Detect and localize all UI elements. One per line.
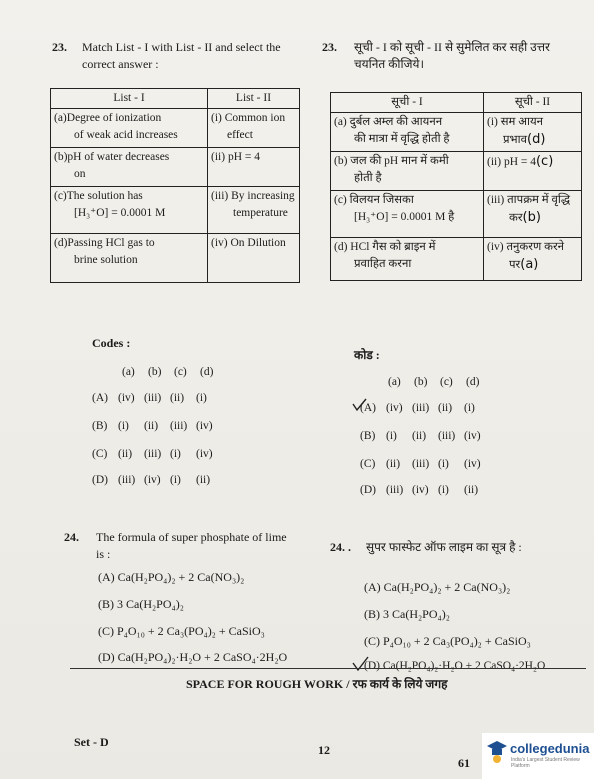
watermark-logo — [482, 733, 594, 779]
code-col: (a) — [388, 376, 401, 388]
row-index: (d) — [334, 241, 348, 253]
code-option-c[interactable] — [92, 448, 222, 460]
code-cell: (iv) — [144, 474, 161, 486]
code-label: (C) — [360, 458, 376, 470]
row-index: (c) — [54, 190, 67, 202]
code-cell: (ii) — [196, 474, 211, 486]
handwritten-answer: (b) — [522, 210, 541, 225]
table-row — [331, 152, 582, 191]
list1-text: दुर्बल अम्ल की आयनन — [349, 116, 443, 128]
code-cell: (iii) — [170, 420, 188, 432]
code-cell: (iii) — [144, 448, 162, 460]
page-number-secondary: 61 — [458, 756, 470, 770]
code-label: (B) — [360, 430, 376, 442]
q24-hi-number: 24. . — [330, 540, 351, 554]
q24-en-option-c[interactable]: (C) P₄O₁₀ + 2 Ca₃(PO₄)₂ + CaSiO₃ — [98, 624, 265, 638]
code-cell: (i) — [196, 392, 207, 404]
code-cell: (iv) — [412, 484, 429, 496]
code-col: (a) — [122, 366, 135, 378]
q23-hi-question — [354, 39, 590, 73]
code-cell: (i) — [170, 448, 181, 460]
code-cell: (iii) — [118, 474, 136, 486]
rough-work-label: SPACE FOR ROUGH WORK / रफ कार्य के लिये जगह — [186, 677, 448, 691]
q24-hi-option-c[interactable]: (C) P₄O₁₀ + 2 Ca₃(PO₄)₂ + CaSiO₃ — [364, 634, 531, 648]
list2-text-cont: पर — [509, 259, 521, 271]
list2-text-cont: temperature — [233, 207, 288, 219]
q23-hi-number: 23. — [322, 40, 337, 54]
table-row — [51, 187, 300, 234]
code-option-a[interactable] — [360, 402, 490, 414]
row-index: (b) — [334, 155, 348, 167]
table-row — [51, 109, 300, 148]
code-label: (B) — [92, 420, 108, 432]
q24-en-line1: The formula of super phosphate of lime — [96, 530, 287, 544]
code-cell: (iv) — [196, 420, 213, 432]
list1-text: जल की pH मान में कमी — [350, 155, 449, 167]
list1-text-cont: of weak acid increases — [74, 129, 178, 141]
code-cell: (iii) — [412, 458, 430, 470]
table-row — [51, 234, 300, 283]
code-option-a[interactable] — [92, 392, 222, 404]
list1-text: विलयन जिसका — [349, 194, 414, 206]
q24-en-question — [96, 529, 316, 563]
row-index: (a) — [334, 116, 347, 128]
row-index: (iii) — [211, 190, 229, 202]
code-cell: (ii) — [144, 420, 159, 432]
codes-header — [122, 366, 226, 378]
list1-text-cont: brine solution — [74, 254, 138, 266]
code-label: (A) — [92, 392, 108, 404]
tick-mark-icon — [352, 656, 370, 672]
q24-hi-option-a[interactable]: (A) Ca(H₂PO₄)₂ + 2 Ca(NO₃)₂ — [364, 580, 511, 594]
code-cell: (ii) — [118, 448, 133, 460]
q24-en-line2: is : — [96, 547, 111, 561]
handwritten-answer: (c) — [535, 154, 554, 169]
handwritten-answer: (a) — [520, 257, 539, 272]
list1-header: List - I — [51, 89, 208, 109]
row-index: (iv) — [487, 241, 504, 253]
q24-en-number: 24. — [64, 530, 79, 544]
code-option-b[interactable] — [92, 420, 222, 432]
logo-tagline: India's Largest Student Review Platform — [511, 757, 580, 769]
code-col: (b) — [148, 366, 162, 378]
q23-hi-line1: सूची - I को सूची - II से सुमेलित कर सही उत्तर — [354, 40, 550, 54]
code-cell: (ii) — [464, 484, 479, 496]
code-cell: (i) — [438, 458, 449, 470]
code-col: (c) — [174, 366, 187, 378]
list1-text: Passing HCl gas to — [67, 237, 155, 249]
code-cell: (iv) — [118, 392, 135, 404]
q23-hi-line2: चयनित कीजिये। — [354, 57, 425, 71]
row-index: (i) — [211, 112, 222, 124]
code-option-d[interactable] — [92, 474, 222, 486]
code-cell: (iv) — [386, 402, 403, 414]
row-index: (ii) — [487, 156, 502, 168]
code-cell: (i) — [438, 484, 449, 496]
code-label: (D) — [360, 484, 376, 496]
list2-text: तनुकरण करने — [506, 241, 565, 253]
code-col: (d) — [200, 366, 214, 378]
list2-header: List - II — [208, 89, 300, 109]
code-label: (C) — [92, 448, 108, 460]
code-cell: (i) — [170, 474, 181, 486]
suchi2-header: सूची - II — [484, 93, 582, 113]
set-label: Set - D — [74, 735, 109, 749]
row-index: (d) — [54, 237, 68, 249]
code-cell: (iii) — [412, 402, 430, 414]
list1-text: pH of water decreases — [67, 151, 170, 163]
code-cell: (iii) — [144, 392, 162, 404]
list1-text: HCl गैस को ब्राइन में — [350, 241, 436, 253]
code-label: (A) — [360, 402, 376, 414]
q23-en-question — [82, 39, 322, 73]
code-cell: (ii) — [412, 430, 427, 442]
q23-en-match-table — [50, 88, 300, 283]
list2-text: सम आयन — [500, 116, 544, 128]
q24-hi-question: सुपर फास्फेट ऑफ लाइम का सूत्र है : — [366, 540, 522, 554]
list1-text-cont: on — [74, 168, 86, 180]
list2-text: On Dilution — [230, 237, 286, 249]
code-col: (c) — [440, 376, 453, 388]
tick-mark-icon — [352, 398, 368, 412]
list2-text: Common ion — [224, 112, 286, 124]
code-cell: (iv) — [464, 458, 481, 470]
codes-header — [388, 376, 492, 388]
q24-hi-option-b[interactable]: (B) 3 Ca(H₂PO₄)₂ — [364, 607, 450, 621]
list1-text-cont: की मात्रा में वृद्धि होती है — [354, 133, 450, 145]
list1-text-cont: होती है — [354, 172, 382, 184]
code-col: (b) — [414, 376, 428, 388]
q24-en-option-d[interactable]: (D) Ca(H₂PO₄)₂·H₂O + 2 CaSO₄·2H₂O — [98, 650, 288, 664]
q24-en-option-a[interactable]: (A) Ca(H₂PO₄)₂ + 2 Ca(NO₃)₂ — [98, 570, 245, 584]
handwritten-answer: (d) — [527, 132, 546, 147]
code-cell: (i) — [118, 420, 129, 432]
row-index: (a) — [54, 112, 67, 124]
code-option-c[interactable] — [360, 458, 490, 470]
q23-en-codes-title: Codes : — [92, 336, 131, 350]
table-row — [331, 238, 582, 281]
code-cell: (i) — [386, 430, 397, 442]
row-index: (i) — [487, 116, 498, 128]
q23-hi-codes-title: कोड : — [354, 348, 380, 362]
code-option-d[interactable] — [360, 484, 490, 496]
list2-text: pH = 4 — [227, 151, 260, 163]
code-cell: (iv) — [464, 430, 481, 442]
row-index: (c) — [334, 194, 347, 206]
q24-en-option-b[interactable]: (B) 3 Ca(H₂PO₄)₂ — [98, 597, 184, 611]
code-label: (D) — [92, 474, 108, 486]
code-cell: (iii) — [438, 430, 456, 442]
q23-en-line2: correct answer : — [82, 57, 159, 71]
q23-hi-match-table — [330, 92, 582, 281]
list2-text: pH = 4 — [503, 156, 536, 168]
code-col: (d) — [466, 376, 480, 388]
row-index: (b) — [54, 151, 68, 163]
list2-text: By increasing — [231, 190, 295, 202]
graduate-cap-icon — [486, 739, 508, 763]
code-cell: (ii) — [170, 392, 185, 404]
rough-work-divider — [70, 668, 586, 669]
code-cell: (iv) — [196, 448, 213, 460]
table-row — [331, 113, 582, 152]
q23-en-line1: Match List - I with List - II and select the — [82, 40, 281, 54]
row-index: (iv) — [211, 237, 228, 249]
list1-text-cont: [H₃⁺O] = 0.0001 M है — [354, 211, 455, 223]
list2-text: तापक्रम में वृद्धि — [507, 194, 571, 206]
row-index: (ii) — [211, 151, 226, 163]
suchi1-header: सूची - I — [331, 93, 484, 113]
q24-hi-option-d[interactable]: (D) Ca(H₂PO₄)₂·H₂O + 2 CaSO₄·2H₂O — [364, 660, 546, 672]
table-row — [51, 148, 300, 187]
code-cell: (iii) — [386, 484, 404, 496]
code-option-b[interactable] — [360, 430, 490, 442]
list2-text-cont: effect — [227, 129, 253, 141]
list1-text-cont: [H₃⁺O] = 0.0001 M — [74, 207, 166, 219]
code-cell: (ii) — [386, 458, 401, 470]
list2-text-cont: कर — [509, 212, 523, 224]
row-index: (iii) — [487, 194, 505, 206]
list1-text: The solution has — [66, 190, 143, 202]
code-cell: (i) — [464, 402, 475, 414]
table-row — [331, 191, 582, 238]
list1-text-cont: प्रवाहित करना — [354, 258, 412, 270]
q23-en-number: 23. — [52, 40, 67, 54]
code-cell: (ii) — [438, 402, 453, 414]
list2-text-cont: प्रभाव — [503, 134, 528, 146]
logo-name: collegedunia — [510, 741, 590, 756]
list1-text: Degree of ionization — [66, 112, 162, 124]
page-number: 12 — [318, 743, 330, 757]
